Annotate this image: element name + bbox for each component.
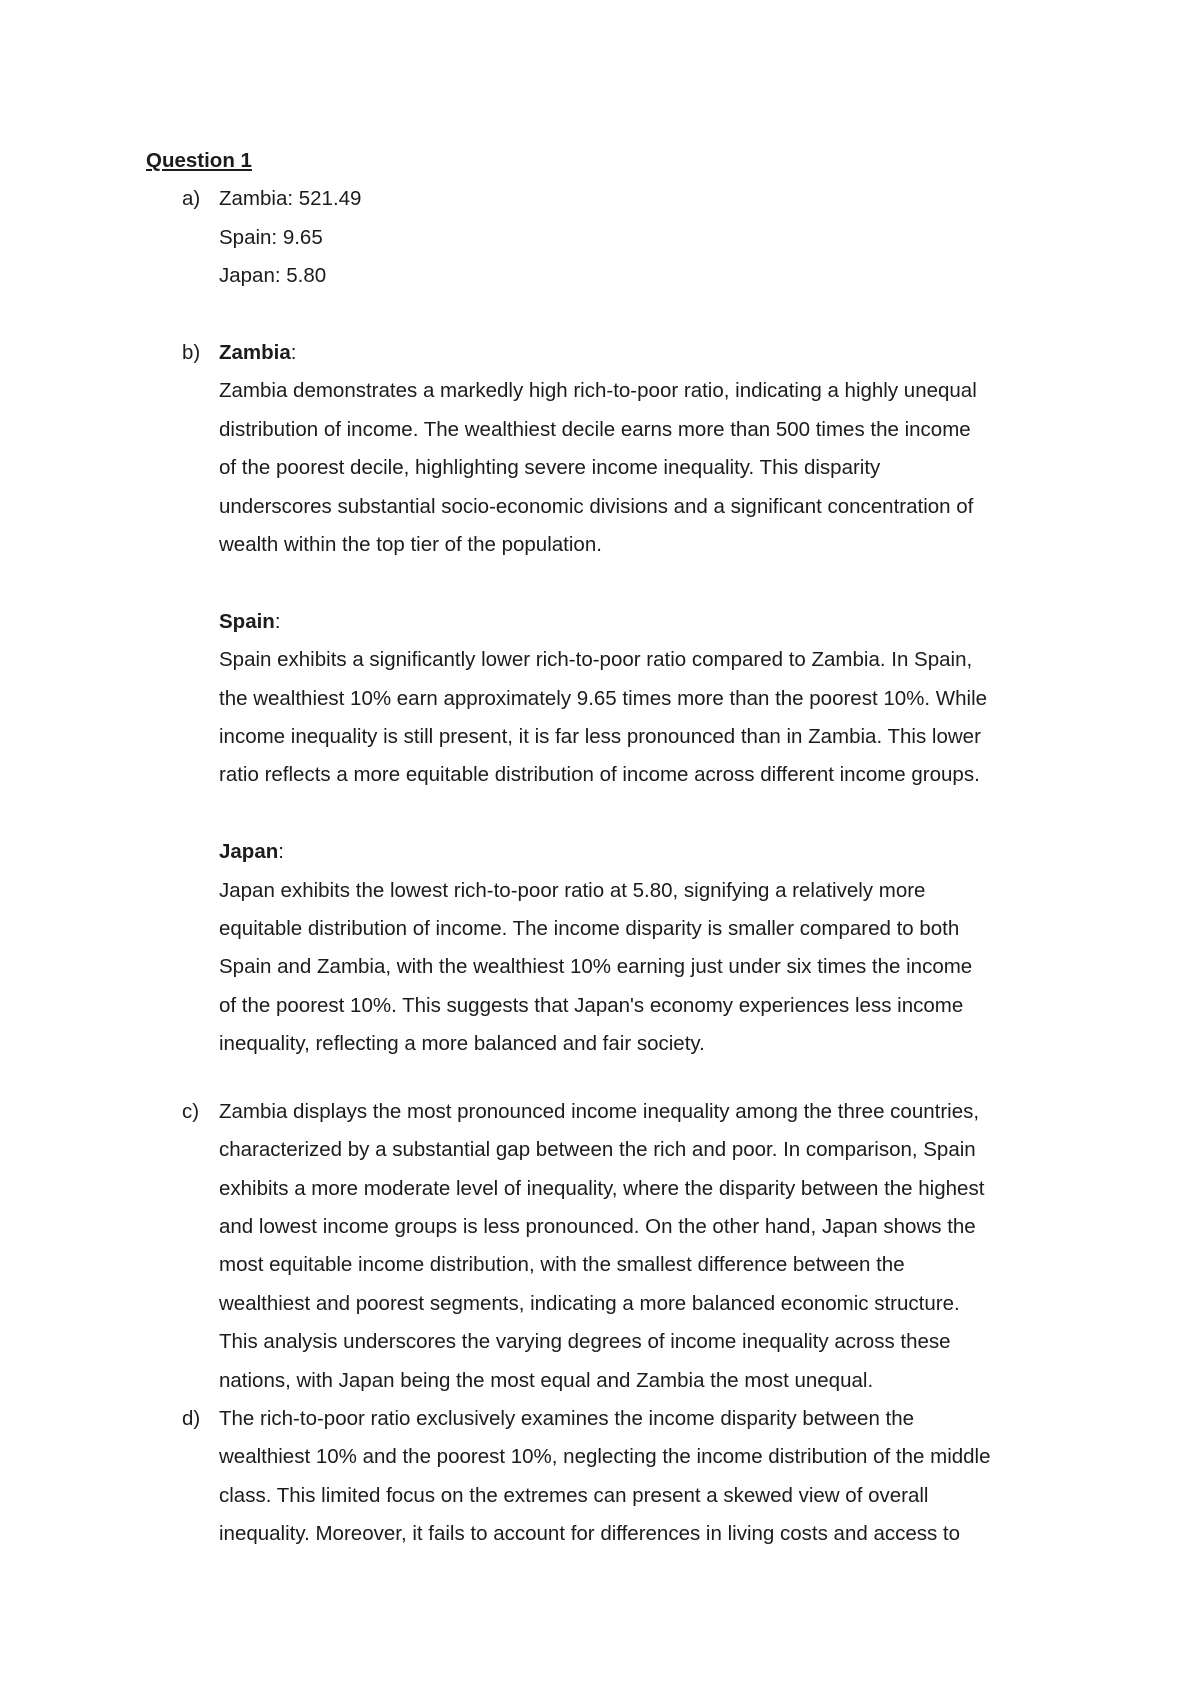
part-b-marker: b) bbox=[182, 341, 201, 365]
part-c-line: most equitable income distribution, with the smallest difference between the bbox=[219, 1253, 905, 1277]
japan-subheading bbox=[219, 833, 1076, 871]
spain-paragraph-line: income inequality is still present, it is far less pronounced than in Zambia. This lower bbox=[219, 725, 981, 749]
spacer bbox=[219, 795, 1076, 833]
part-c-line: nations, with Japan being the most equal and Zambia the most unequal. bbox=[219, 1368, 874, 1392]
spain-paragraph-line: Spain exhibits a significantly lower rich-to-poor ratio compared to Zambia. In Spain, bbox=[219, 648, 973, 672]
spacer bbox=[146, 1064, 1076, 1093]
part-d-line: wealthiest 10% and the poorest 10%, neglecting the income distribution of the middle bbox=[219, 1445, 991, 1469]
part-d-line: The rich-to-poor ratio exclusively examines the income disparity between the bbox=[219, 1406, 915, 1430]
spain-subheading-colon: : bbox=[274, 609, 281, 633]
part-a-marker: a) bbox=[182, 187, 201, 211]
japan-paragraph-line: inequality, reflecting a more balanced and fair society. bbox=[219, 1032, 705, 1056]
part-b bbox=[146, 334, 1076, 1064]
part-c-line: Zambia displays the most pronounced income inequality among the three countries, bbox=[219, 1099, 980, 1123]
japan-paragraph-line: equitable distribution of income. The income disparity is smaller compared to both bbox=[219, 917, 960, 941]
part-a bbox=[146, 180, 1076, 295]
part-d-marker: d) bbox=[182, 1406, 201, 1430]
zambia-paragraph-line: Zambia demonstrates a markedly high rich-to-poor ratio, indicating a highly unequal bbox=[219, 379, 977, 403]
part-c-line: exhibits a more moderate level of inequality, where the disparity between the highest bbox=[219, 1176, 985, 1200]
spain-subheading-name: Spain bbox=[219, 609, 275, 633]
part-c-marker: c) bbox=[182, 1099, 200, 1123]
spacer bbox=[146, 296, 1076, 334]
part-a-line: Spain: 9.65 bbox=[219, 225, 323, 249]
part-d-line: class. This limited focus on the extremes can present a skewed view of overall bbox=[219, 1483, 929, 1507]
question-title: Question 1 bbox=[146, 149, 252, 172]
japan-paragraph-line: of the poorest 10%. This suggests that Japan's economy experiences less income bbox=[219, 993, 964, 1017]
spain-paragraph-line: ratio reflects a more equitable distribution of income across different income groups. bbox=[219, 763, 980, 787]
japan-subheading-name: Japan bbox=[219, 840, 279, 864]
zambia-paragraph-line: distribution of income. The wealthiest decile earns more than 500 times the income bbox=[219, 417, 971, 441]
zambia-subheading bbox=[219, 334, 1076, 372]
document-body bbox=[146, 142, 1076, 1554]
part-c bbox=[146, 1093, 1076, 1400]
part-c-line: characterized by a substantial gap between the rich and poor. In comparison, Spain bbox=[219, 1138, 976, 1162]
part-d-line: inequality. Moreover, it fails to account for differences in living costs and access to bbox=[219, 1522, 961, 1546]
japan-paragraph-line: Spain and Zambia, with the wealthiest 10% earning just under six times the income bbox=[219, 955, 973, 979]
part-c-line: wealthiest and poorest segments, indicating a more balanced economic structure. bbox=[219, 1291, 960, 1315]
part-c-line: This analysis underscores the varying degrees of income inequality across these bbox=[219, 1330, 951, 1354]
zambia-subheading-colon: : bbox=[290, 341, 297, 365]
spacer bbox=[219, 564, 1076, 602]
part-a-line: Zambia: 521.49 bbox=[219, 187, 362, 211]
spain-paragraph-line: the wealthiest 10% earn approximately 9.65 times more than the poorest 10%. While bbox=[219, 686, 988, 710]
japan-subheading-colon: : bbox=[278, 840, 284, 864]
japan-paragraph-line: Japan exhibits the lowest rich-to-poor ratio at 5.80, signifying a relatively more bbox=[219, 878, 926, 902]
spain-subheading bbox=[219, 603, 1076, 641]
zambia-paragraph-line: of the poorest decile, highlighting severe income inequality. This disparity bbox=[219, 456, 881, 480]
part-c-line: and lowest income groups is less pronounced. On the other hand, Japan shows the bbox=[219, 1214, 976, 1238]
zambia-paragraph-line: underscores substantial socio-economic divisions and a significant concentration of bbox=[219, 494, 974, 518]
zambia-paragraph-line: wealth within the top tier of the population. bbox=[219, 533, 602, 557]
part-a-line: Japan: 5.80 bbox=[219, 264, 327, 288]
part-d bbox=[146, 1400, 1076, 1554]
zambia-subheading-name: Zambia bbox=[219, 341, 291, 365]
